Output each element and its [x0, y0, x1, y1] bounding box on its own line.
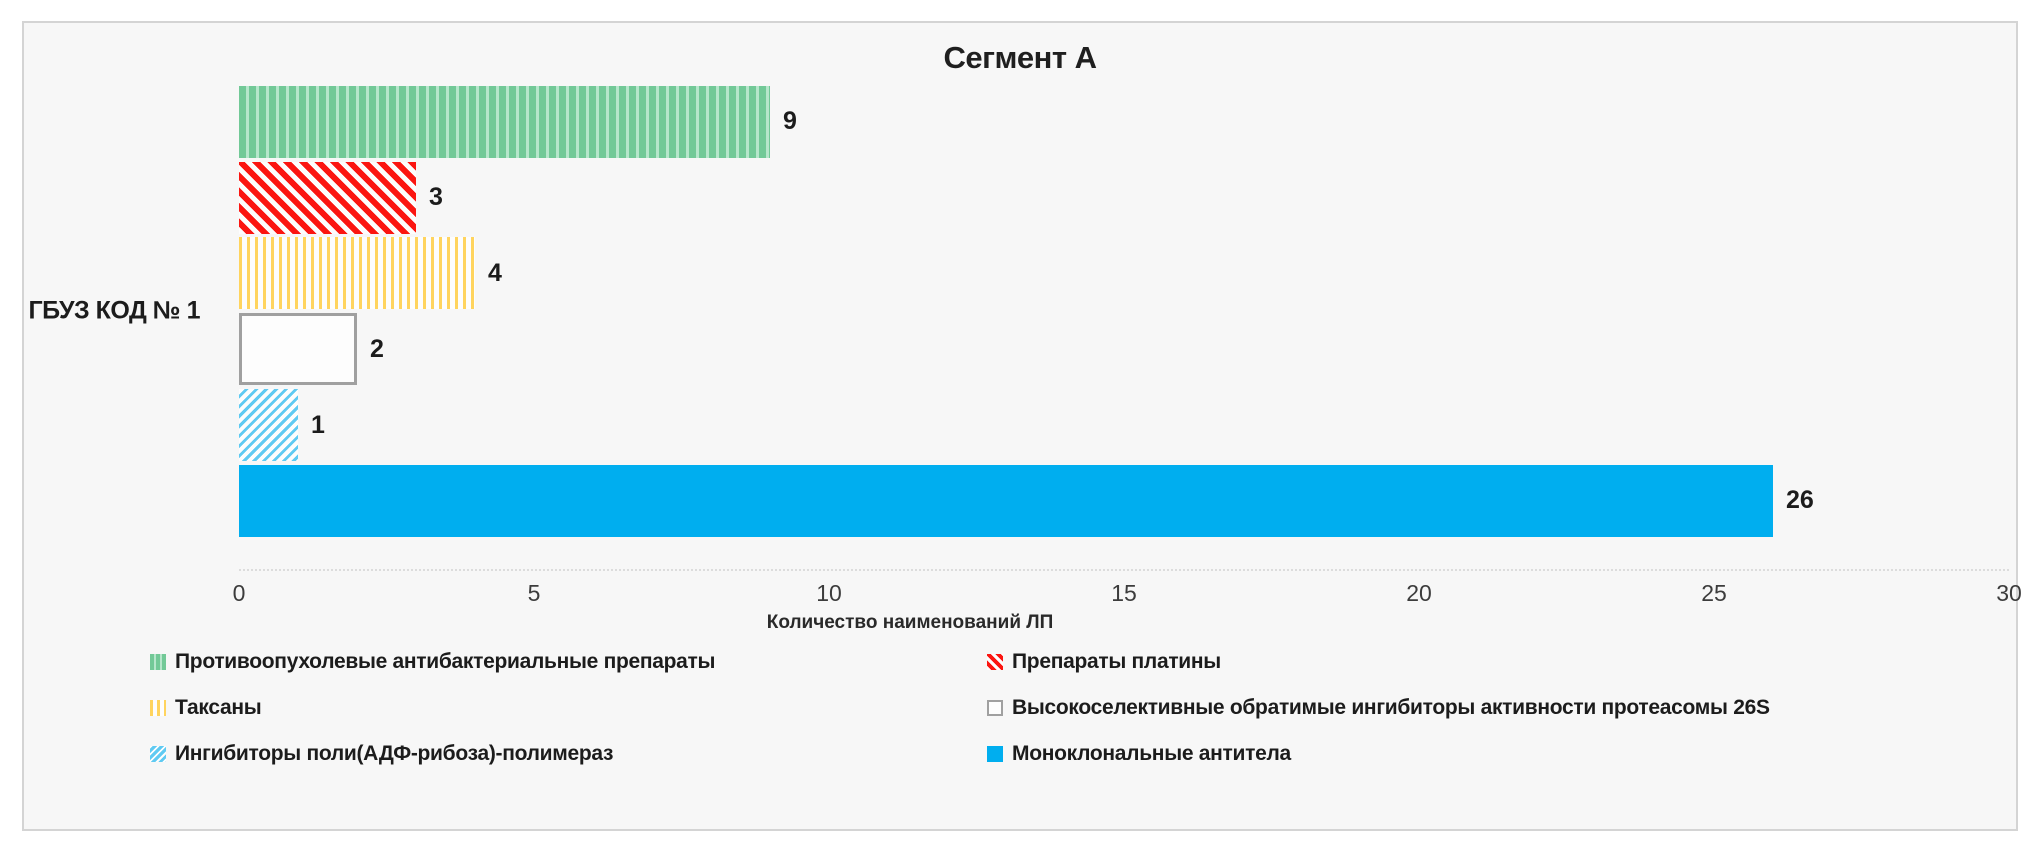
bar-value-0: 9 — [783, 107, 797, 136]
bar-3 — [239, 313, 357, 385]
legend-label: Моноклональные антитела — [1012, 742, 1291, 765]
legend-swatch-icon — [987, 700, 1003, 716]
plot-area — [239, 84, 2009, 539]
x-axis-title: Количество наименований ЛП — [766, 612, 1054, 633]
x-tick-0: 0 — [232, 580, 246, 606]
chart-panel — [22, 21, 2022, 831]
bar-value-5: 26 — [1786, 486, 1814, 515]
bar-row-1 — [239, 160, 2009, 236]
bar-4 — [239, 389, 298, 461]
bar-row-0 — [239, 84, 2009, 160]
legend-swatch-icon — [150, 746, 166, 762]
y-category-label: ГБУЗ КОД № 1 — [28, 296, 200, 325]
legend-item-1 — [987, 639, 1770, 685]
x-tick-30: 30 — [1996, 580, 2022, 606]
bar-value-3: 2 — [370, 334, 384, 363]
bar-row-3 — [239, 311, 2009, 387]
bar-row-4 — [239, 387, 2009, 463]
legend-label: Ингибиторы поли(АДФ-рибоза)-полимераз — [175, 742, 614, 765]
bar-row-5 — [239, 463, 2009, 539]
bar-0 — [239, 86, 770, 158]
legend-item-0 — [150, 639, 715, 685]
legend-swatch-icon — [150, 654, 166, 670]
legend-label: Высокоселективные обратимые ингибиторы активности протеасомы 26S — [1012, 696, 1770, 719]
legend-swatch-icon — [150, 700, 166, 716]
legend-label: Таксаны — [175, 696, 262, 719]
legend-item-5 — [987, 731, 1770, 777]
legend-label: Препараты платины — [1012, 650, 1221, 673]
legend-item-4 — [150, 731, 715, 777]
chart-title: Сегмент А — [943, 40, 1097, 75]
x-tick-20: 20 — [1406, 580, 1432, 606]
legend-item-3 — [987, 685, 1770, 731]
bar-value-1: 3 — [429, 183, 443, 212]
x-axis-line — [239, 569, 2009, 571]
bar-2 — [239, 237, 475, 309]
x-tick-5: 5 — [527, 580, 541, 606]
bar-1 — [239, 162, 416, 234]
bar-row-2 — [239, 236, 2009, 312]
legend-swatch-icon — [987, 746, 1003, 762]
bar-5 — [239, 465, 1773, 537]
bar-value-4: 1 — [311, 410, 325, 439]
legend-swatch-icon — [987, 654, 1003, 670]
legend-column-1 — [987, 639, 1770, 777]
x-tick-10: 10 — [816, 580, 842, 606]
bar-value-2: 4 — [488, 258, 502, 287]
x-axis-ticks — [232, 580, 2022, 610]
x-tick-15: 15 — [1111, 580, 1137, 606]
x-tick-25: 25 — [1701, 580, 1727, 606]
legend-label: Противоопухолевые антибактериальные препараты — [175, 650, 716, 673]
legend-column-0 — [150, 639, 715, 777]
legend-item-2 — [150, 685, 715, 731]
